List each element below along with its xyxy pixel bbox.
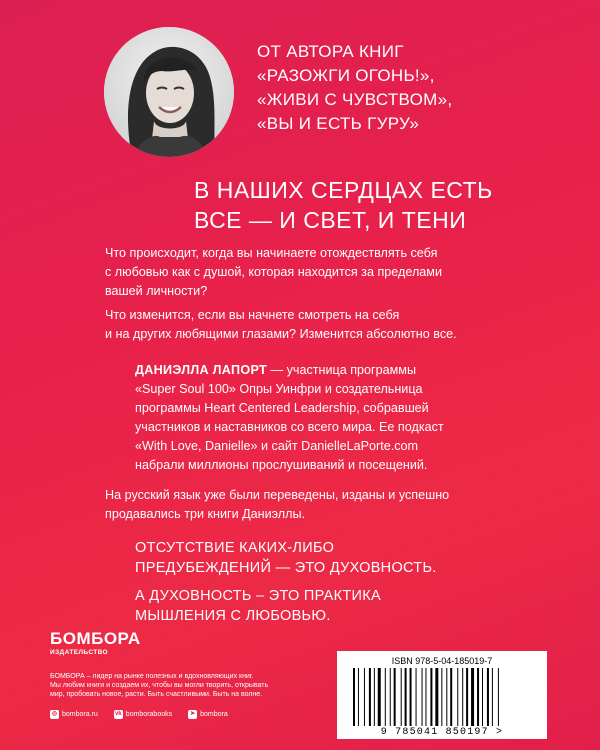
bio-first-line (135, 361, 535, 380)
blurb-line: мир, пробовать новое, расти. Быть счастливыми. Быть на волне. (50, 691, 263, 698)
quote-line: ОТ АВТОРА КНИГ (257, 42, 404, 61)
publisher-socials (50, 710, 228, 719)
quote-line: «ВЫ И ЕСТЬ ГУРУ» (257, 114, 420, 133)
bio-line: участников и наставников со всего мира. Ее подкаст (135, 420, 444, 434)
social-label: bomborabooks (125, 711, 173, 718)
paragraph-line: На русский язык уже были переведены, изданы и успешно (105, 488, 450, 502)
author-photo (104, 27, 234, 157)
caps-statement-1 (135, 538, 555, 578)
caps-line: А ДУХОВНОСТЬ – ЭТО ПРАКТИКА (135, 588, 381, 604)
quote-line: «РАЗОЖГИ ОГОНЬ!», (257, 66, 435, 85)
social-label: bombora (200, 711, 228, 718)
headline-line: ВСЕ — И СВЕТ, И ТЕНИ (194, 207, 467, 233)
paragraph-line: с любовью как с душой, которая находится за пределами (105, 265, 442, 279)
paragraph-question-1 (105, 244, 525, 301)
headline-line: В НАШИХ СЕРДЦАХ ЕСТЬ (194, 177, 493, 203)
telegram-icon: ➤ (190, 711, 196, 717)
quote-line: «ЖИВИ С ЧУВСТВОМ», (257, 90, 453, 109)
paragraph-line: Что изменится, если вы начнете смотреть на себя (105, 308, 400, 322)
vk-icon: vk (114, 711, 122, 717)
caps-line: МЫШЛЕНИЯ С ЛЮБОВЬЮ. (135, 608, 331, 624)
globe-icon: ◎ (51, 711, 58, 717)
author-books-quote (257, 40, 587, 136)
publisher-subtitle: ИЗДАТЕЛЬСТВО (50, 649, 109, 656)
publisher-name: БОМБОРА (50, 629, 141, 648)
bio-line: набрали миллионы прослушиваний и посещений. (135, 458, 428, 472)
caps-line: ОТСУТСТВИЕ КАКИХ-ЛИБО (135, 540, 335, 556)
blurb-line: Мы любим книги и создаем их, чтобы вы могли творить, открывать (50, 682, 269, 689)
barcode-icon (353, 668, 531, 726)
bio-text: — участница программы (267, 363, 417, 377)
publisher-logo (50, 630, 320, 656)
blurb-line: БОМБОРА – лидер на рынке полезных и вдохновляющих книг. (50, 673, 254, 680)
author-name: ДАНИЭЛЛА ЛАПОРТ (135, 363, 267, 377)
bio-line: «With Love, Danielle» и сайт DanielleLaPorte.com (135, 439, 419, 453)
social-label: bombora.ru (62, 711, 98, 718)
bio-line: программы Heart Centered Leadership, собравшей (135, 401, 429, 415)
paragraph-translations (105, 486, 525, 524)
headline (194, 175, 584, 235)
social-vk[interactable] (114, 710, 172, 719)
publisher-blurb (50, 672, 320, 699)
bio-line: «Super Soul 100» Опры Уинфри и создательница (135, 382, 423, 396)
isbn-label: ISBN 978-5-04-185019-7 (391, 656, 493, 666)
barcode-number: 9 785041 850197 > (380, 727, 504, 738)
caps-statement-2 (135, 586, 555, 626)
social-website[interactable] (50, 710, 98, 719)
barcode-box (337, 651, 547, 739)
paragraph-line: Что происходит, когда вы начинаете отождествлять себя (105, 246, 438, 260)
social-telegram[interactable] (188, 710, 228, 719)
caps-line: ПРЕДУБЕЖДЕНИЙ — ЭТО ДУХОВНОСТЬ. (135, 560, 437, 576)
paragraph-line: вашей личности? (105, 284, 208, 298)
paragraph-line: продавались три книги Даниэллы. (105, 507, 306, 521)
paragraph-question-2 (105, 306, 525, 344)
paragraph-line: и на других любящими глазами? Изменится абсолютно все. (105, 327, 457, 341)
author-bio (135, 361, 535, 475)
